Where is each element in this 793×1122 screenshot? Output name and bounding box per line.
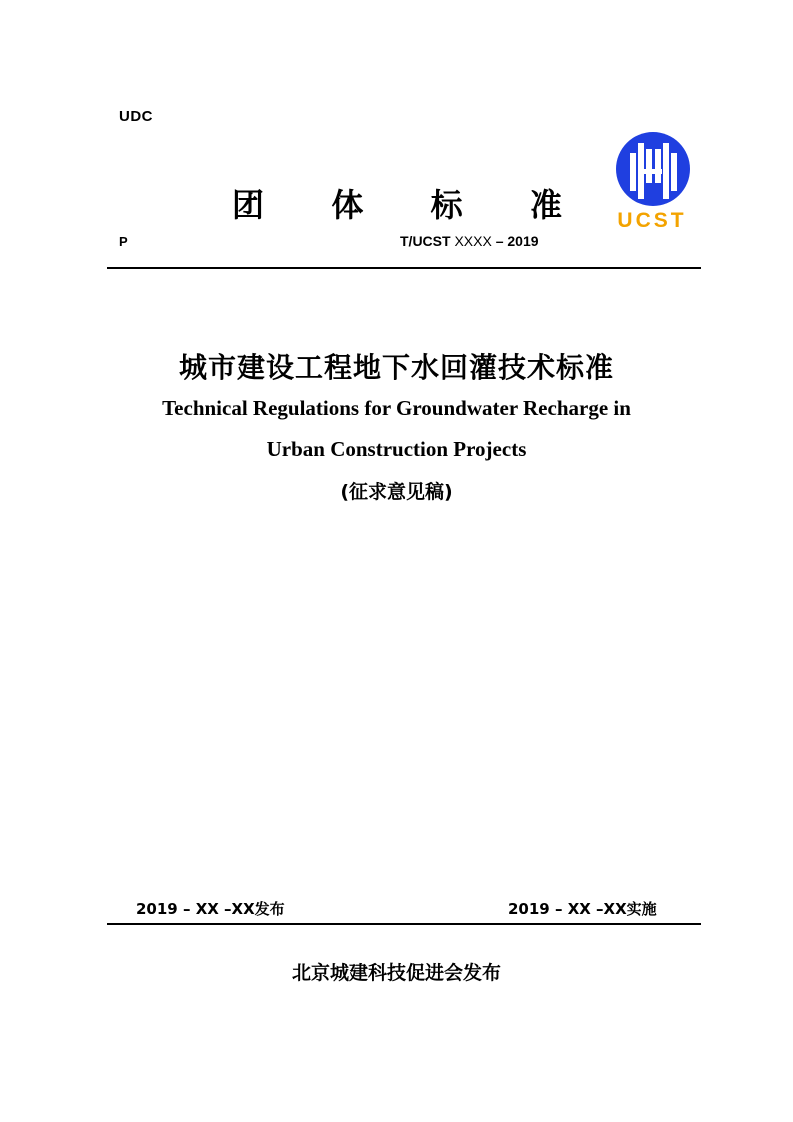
top-divider [107,267,701,269]
standard-type-char: 准 [529,186,562,224]
bottom-divider [107,923,701,925]
standard-type-char: 标 [430,186,463,224]
standard-number-prefix: T/UCST [400,233,455,249]
title-english-line-1: Technical Regulations for Groundwater Recharge in [162,396,631,420]
draft-note: (征求意见稿) [340,481,453,503]
publisher: 北京城建科技促进会发布 [291,962,501,984]
classification-code: P [119,234,128,249]
standard-type-heading [232,180,562,226]
logo-text: UCST [617,209,687,231]
udc-label: UDC [119,108,153,125]
standard-type-char: 体 [331,186,364,224]
issue-date: 2019 – XX –XX发布 [136,900,285,918]
standard-number-placeholder: XXXX [454,233,492,249]
ucst-logo-graphic [600,131,704,231]
title-english-line-2: Urban Construction Projects [266,437,527,461]
ucst-logo [600,131,704,231]
standard-number [400,233,539,249]
standard-type-char: 团 [232,186,265,224]
title-chinese: 城市建设工程地下水回灌技术标准 [178,351,614,384]
standard-number-year: – 2019 [491,233,539,249]
implementation-date: 2019 – XX –XX实施 [508,900,657,918]
